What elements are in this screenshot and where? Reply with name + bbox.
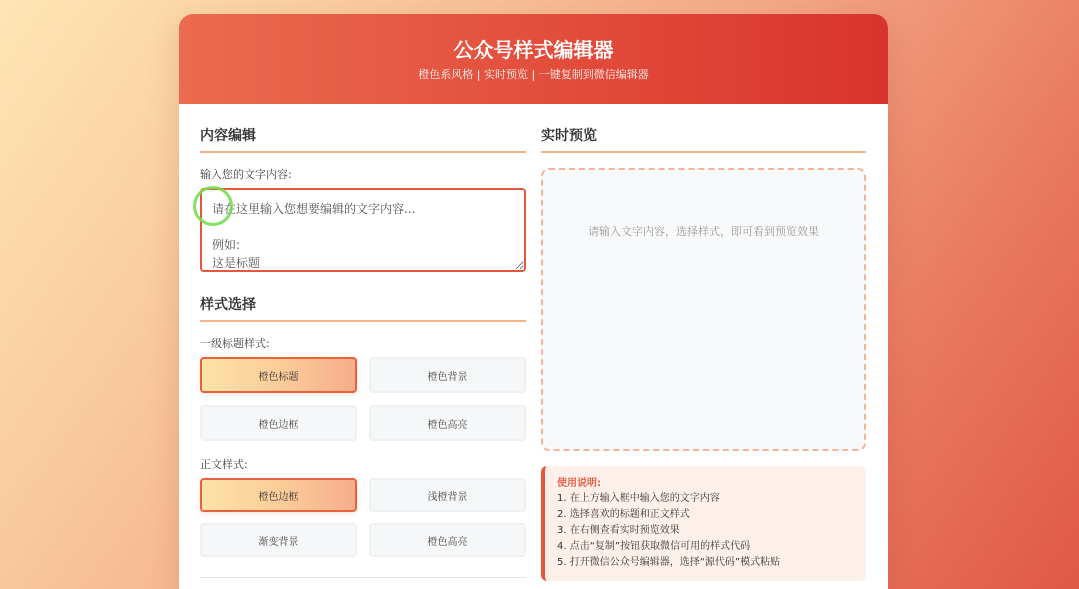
body-style-light-orange-background-button[interactable]: 浅橙背景 [369,478,526,512]
body-style-options [200,478,526,557]
title-style-label: 一级标题样式: [200,337,270,350]
preview-area [541,168,866,451]
body-style-label: 正文样式: [200,458,248,471]
app-subtitle: 橙色系风格 | 实时预览 | 一键复制到微信编辑器 [418,68,649,81]
preview-panel [541,126,866,581]
style-selection-heading: 样式选择 [200,295,526,322]
live-preview-heading: 实时预览 [541,126,866,153]
body-style-gradient-background-button[interactable]: 渐变背景 [200,523,357,557]
title-style-options [200,357,526,441]
body-style-orange-highlight-button[interactable]: 橙色高亮 [369,523,526,557]
content-textarea[interactable] [200,188,526,272]
app-header [179,14,888,104]
instruction-item: 4. 点击“复制”按钮获取微信可用的样式代码 [557,541,751,552]
instructions-list [557,491,854,571]
instruction-item: 2. 选择喜欢的标题和正文样式 [557,509,690,520]
app-title: 公众号样式编辑器 [453,38,614,62]
title-style-orange-title-button[interactable]: 橙色标题 [200,357,357,393]
section-divider [200,577,526,578]
title-style-orange-border-button[interactable]: 橙色边框 [200,405,357,441]
instructions-title: 使用说明: [557,478,601,489]
main-content [179,104,888,581]
editor-card [179,14,888,589]
title-style-orange-highlight-button[interactable]: 橙色高亮 [369,405,526,441]
title-style-orange-background-button[interactable]: 橙色背景 [369,357,526,393]
content-edit-heading: 内容编辑 [200,126,526,153]
editor-panel [200,126,526,581]
body-style-orange-border-button[interactable]: 橙色边框 [200,478,357,512]
instruction-item: 3. 在右侧查看实时预览效果 [557,525,680,536]
usage-instructions [541,466,866,581]
instruction-item: 5. 打开微信公众号编辑器，选择“源代码”模式粘贴 [557,557,781,568]
instruction-item: 1. 在上方输入框中输入您的文字内容 [557,493,720,504]
preview-placeholder: 请输入文字内容，选择样式，即可看到预览效果 [588,225,819,238]
content-input-label: 输入您的文字内容: [200,168,292,181]
